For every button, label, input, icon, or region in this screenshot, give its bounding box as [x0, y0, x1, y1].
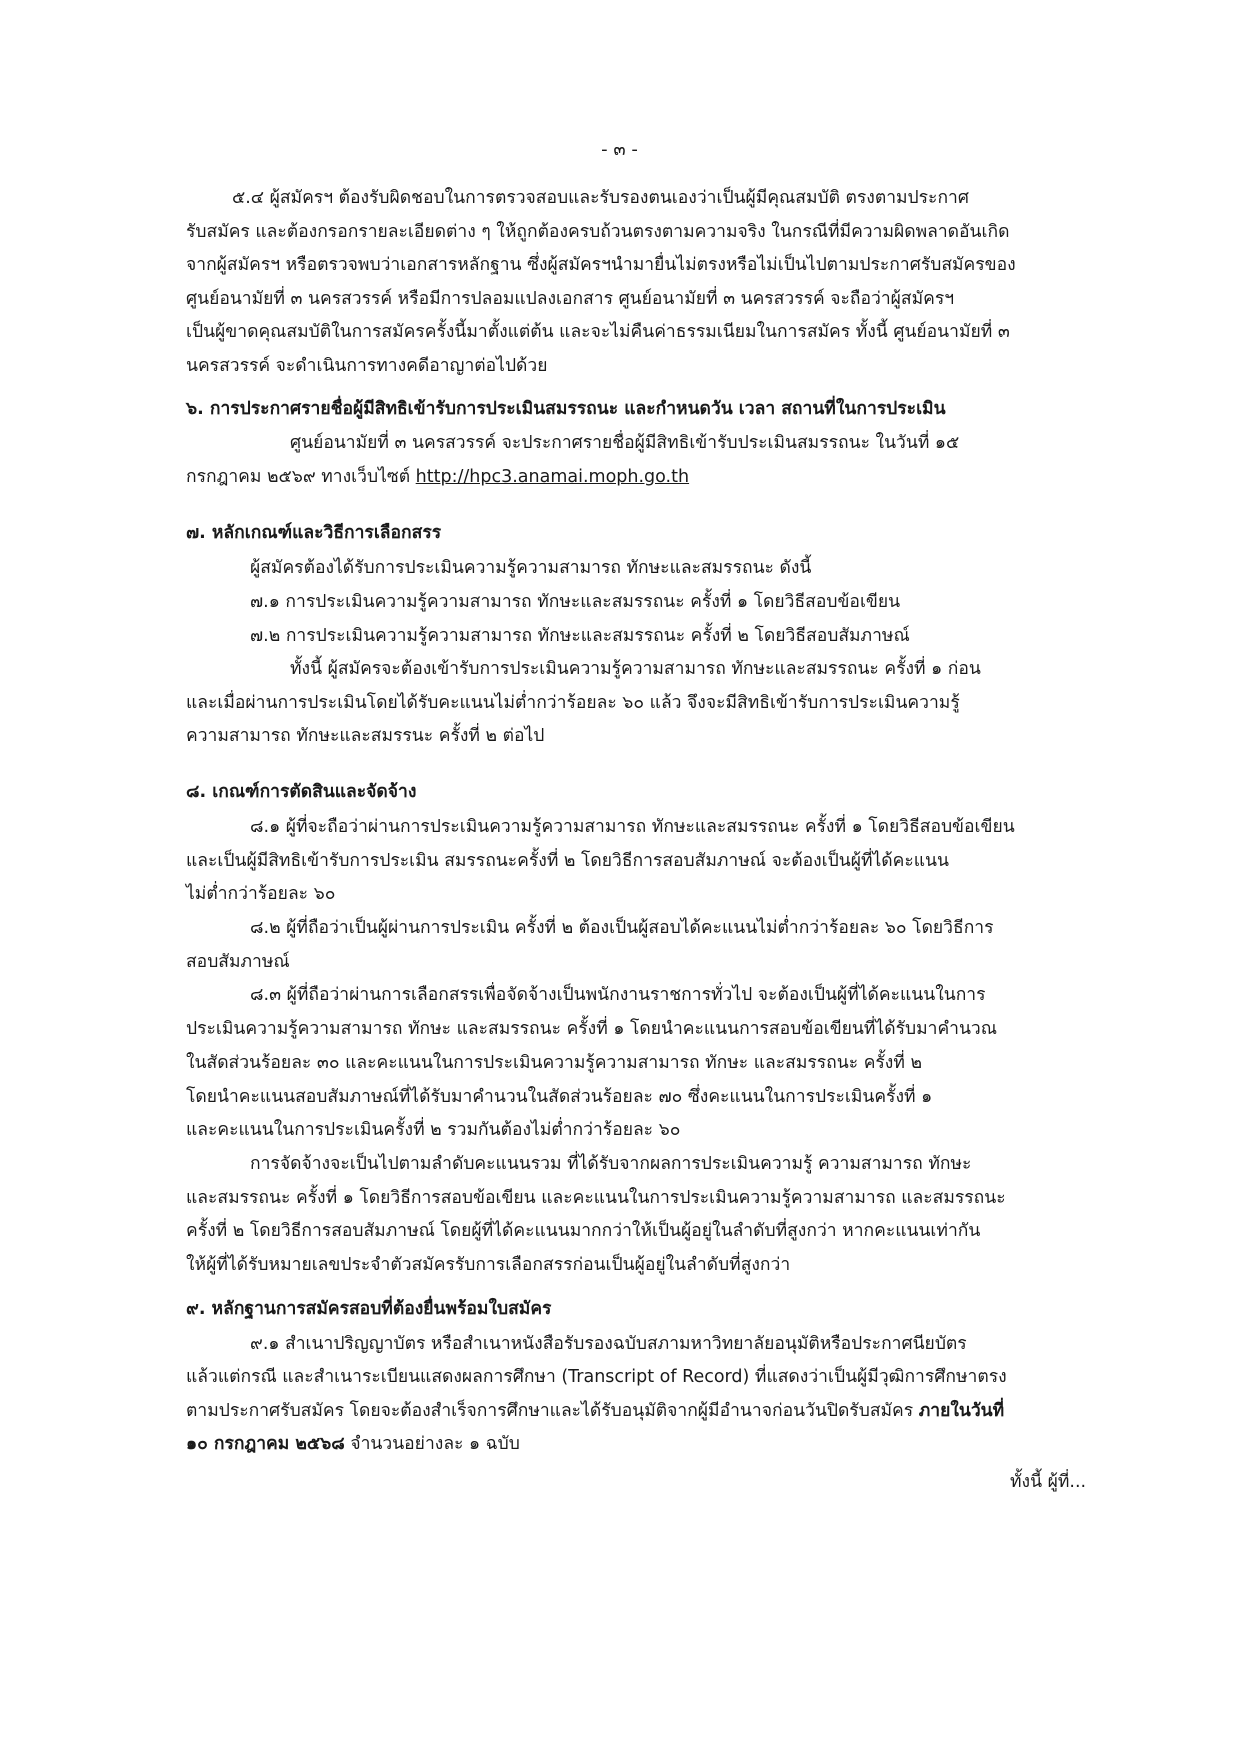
page-number: - ๓ - — [601, 139, 638, 160]
section-heading: ๙. หลักฐานการสมัครสอบที่ต้องยื่นพร้อมใบสมัคร — [186, 1299, 552, 1319]
paragraph-line: และสมรรถนะ ครั้งที่ ๑ โดยวิธีการสอบข้อเขียน และคะแนนในการประเมินความรู้ความสามารถ และสมรรถนะ — [186, 1188, 1006, 1208]
paragraph-line: เป็นผู้ขาดคุณสมบัติในการสมัครครั้งนี้มาตั้งแต่ต้น และจะไม่คืนค่าธรรมเนียมในการสมัคร ทั้งนี้ ศูนย์อนามัยที่ ๓ — [186, 322, 1010, 342]
paragraph-line: แล้วแต่กรณี และสำเนาระเบียนแสดงผลการศึกษา (Transcript of Record) ที่แสดงว่าเป็นผู้มีวุฒิการศึกษาตรง — [186, 1367, 1007, 1387]
paragraph-line: ทั้งนี้ ผู้สมัครจะต้องเข้ารับการประเมินความรู้ความสามารถ ทักษะและสมรรถนะ ครั้งที่ ๑ ก่อน — [290, 659, 981, 679]
paragraph-line: ประเมินความรู้ความสามารถ ทักษะ และสมรรถนะ ครั้งที่ ๑ โดยนำคะแนนการสอบข้อเขียนที่ได้รับมาคำนวณ — [186, 1019, 997, 1039]
deadline-emphasis: ภายในวันที่ — [918, 1401, 1005, 1421]
paragraph-line: ผู้สมัครต้องได้รับการประเมินความรู้ความสามารถ ทักษะและสมรรถนะ ดังนี้ — [250, 558, 812, 578]
paragraph-line: ไม่ต่ำกว่าร้อยละ ๖๐ — [186, 884, 336, 904]
paragraph-line: ๘.๓ ผู้ที่ถือว่าผ่านการเลือกสรรเพื่อจัดจ้างเป็นพนักงานราชการทั่วไป จะต้องเป็นผู้ที่ได้คะแนนในการ — [250, 985, 986, 1005]
text-run: ตามประกาศรับสมัคร โดยจะต้องสำเร็จการศึกษาและได้รับอนุมัติจากผู้มีอำนาจก่อนวันปิดรับสมัคร — [186, 1401, 919, 1421]
paragraph-line — [186, 1399, 1004, 1423]
paragraph-line: ๘.๒ ผู้ที่ถือว่าเป็นผู้ผ่านการประเมิน ครั้งที่ ๒ ต้องเป็นผู้สอบได้คะแนนไม่ต่ำกว่าร้อยละ ๖๐ โดยวิธีการ — [250, 918, 994, 938]
paragraph-line: การจัดจ้างจะเป็นไปตามลำดับคะแนนรวม ที่ได้รับจากผลการประเมินความรู้ ความสามารถ ทักษะ — [250, 1154, 972, 1174]
website-link[interactable]: http://hpc3.anamai.moph.go.th — [415, 467, 690, 487]
deadline-date: ๑๐ กรกฎาคม ๒๕๖๘ — [186, 1434, 345, 1454]
paragraph-line: ๗.๒ การประเมินความรู้ความสามารถ ทักษะและสมรรถนะ ครั้งที่ ๒ โดยวิธีสอบสัมภาษณ์ — [250, 626, 910, 646]
section-heading: ๗. หลักเกณฑ์และวิธีการเลือกสรร — [186, 523, 442, 543]
paragraph-line — [186, 465, 689, 489]
text-run: กรกฎาคม ๒๕๖๙ ทางเว็บไซต์ — [186, 467, 416, 487]
paragraph-line: และคะแนนในการประเมินครั้งที่ ๒ รวมกันต้องไม่ต่ำกว่าร้อยละ ๖๐ — [186, 1120, 681, 1140]
section-heading: ๘. เกณฑ์การตัดสินและจัดจ้าง — [186, 782, 417, 802]
paragraph-line: จากผู้สมัครฯ หรือตรวจพบว่าเอกสารหลักฐาน ซึ่งผู้สมัครฯนำมายื่นไม่ตรงหรือไม่เป็นไปตามประกาศรับสมัครของ — [186, 255, 1016, 275]
paragraph-line — [186, 1432, 520, 1456]
paragraph-line: ๗.๑ การประเมินความรู้ความสามารถ ทักษะและสมรรถนะ ครั้งที่ ๑ โดยวิธีสอบข้อเขียน — [250, 592, 901, 612]
paragraph-line: ๙.๑ สำเนาปริญญาบัตร หรือสำเนาหนังสือรับรองฉบับสภามหาวิทยาลัยอนุมัติหรือประกาศนียบัตร — [250, 1334, 967, 1354]
text-run: จำนวนอย่างละ ๑ ฉบับ — [344, 1434, 520, 1454]
paragraph-line: ศูนย์อนามัยที่ ๓ นครสวรรค์ หรือมีการปลอมแปลงเอกสาร ศูนย์อนามัยที่ ๓ นครสวรรค์ จะถือว่าผู้สมัครฯ — [186, 289, 955, 309]
paragraph-line: ศูนย์อนามัยที่ ๓ นครสวรรค์ จะประกาศรายชื่อผู้มีสิทธิเข้ารับประเมินสมรรถนะ ในวันที่ ๑๕ — [290, 433, 960, 453]
section-heading: ๖. การประกาศรายชื่อผู้มีสิทธิเข้ารับการประเมินสมรรถนะ และกำหนดวัน เวลา สถานที่ในการประเมิน — [186, 399, 946, 419]
paragraph-line: รับสมัคร และต้องกรอกรายละเอียดต่าง ๆ ให้ถูกต้องครบถ้วนตรงตามความจริง ในกรณีที่มีความผิดพลาดอันเกิด — [186, 222, 1010, 242]
paragraph-line: สอบสัมภาษณ์ — [186, 952, 290, 972]
paragraph-line: และเมื่อผ่านการประเมินโดยได้รับคะแนนไม่ต่ำกว่าร้อยละ ๖๐ แล้ว จึงจะมีสิทธิเข้ารับการประเมินความรู้ — [186, 693, 960, 713]
continuation-text: ทั้งนี้ ผู้ที่... — [1010, 1472, 1087, 1492]
paragraph-line: ๕.๔ ผู้สมัครฯ ต้องรับผิดชอบในการตรวจสอบและรับรองตนเองว่าเป็นผู้มีคุณสมบัติ ตรงตามประกาศ — [232, 188, 969, 208]
paragraph-line: ๘.๑ ผู้ที่จะถือว่าผ่านการประเมินความรู้ความสามารถ ทักษะและสมรรถนะ ครั้งที่ ๑ โดยวิธีสอบข้อเขียน — [250, 817, 1015, 837]
paragraph-line: ในสัดส่วนร้อยละ ๓๐ และคะแนนในการประเมินความรู้ความสามารถ ทักษะ และสมรรถนะ ครั้งที่ ๒ — [186, 1053, 922, 1073]
paragraph-line: ความสามารถ ทักษะและสมรรนะ ครั้งที่ ๒ ต่อไป — [186, 726, 545, 746]
paragraph-line: และเป็นผู้มีสิทธิเข้ารับการประเมิน สมรรถนะครั้งที่ ๒ โดยวิธีการสอบสัมภาษณ์ จะต้องเป็นผู้ที่ได้คะแนน — [186, 851, 949, 871]
paragraph-line: ครั้งที่ ๒ โดยวิธีการสอบสัมภาษณ์ โดยผู้ที่ได้คะแนนมากกว่าให้เป็นผู้อยู่ในลำดับที่สูงกว่า หากคะแนนเท่ากัน — [186, 1221, 981, 1241]
paragraph-line: โดยนำคะแนนสอบสัมภาษณ์ที่ได้รับมาคำนวนในสัดส่วนร้อยละ ๗๐ ซึ่งคะแนนในการประเมินครั้งที่ ๑ — [186, 1087, 933, 1107]
paragraph-line: ให้ผู้ที่ได้รับหมายเลขประจำตัวสมัครรับการเลือกสรรก่อนเป็นผู้อยู่ในลำดับที่สูงกว่า — [186, 1255, 791, 1275]
paragraph-line: นครสวรรค์ จะดำเนินการทางคดีอาญาต่อไปด้วย — [186, 356, 548, 376]
